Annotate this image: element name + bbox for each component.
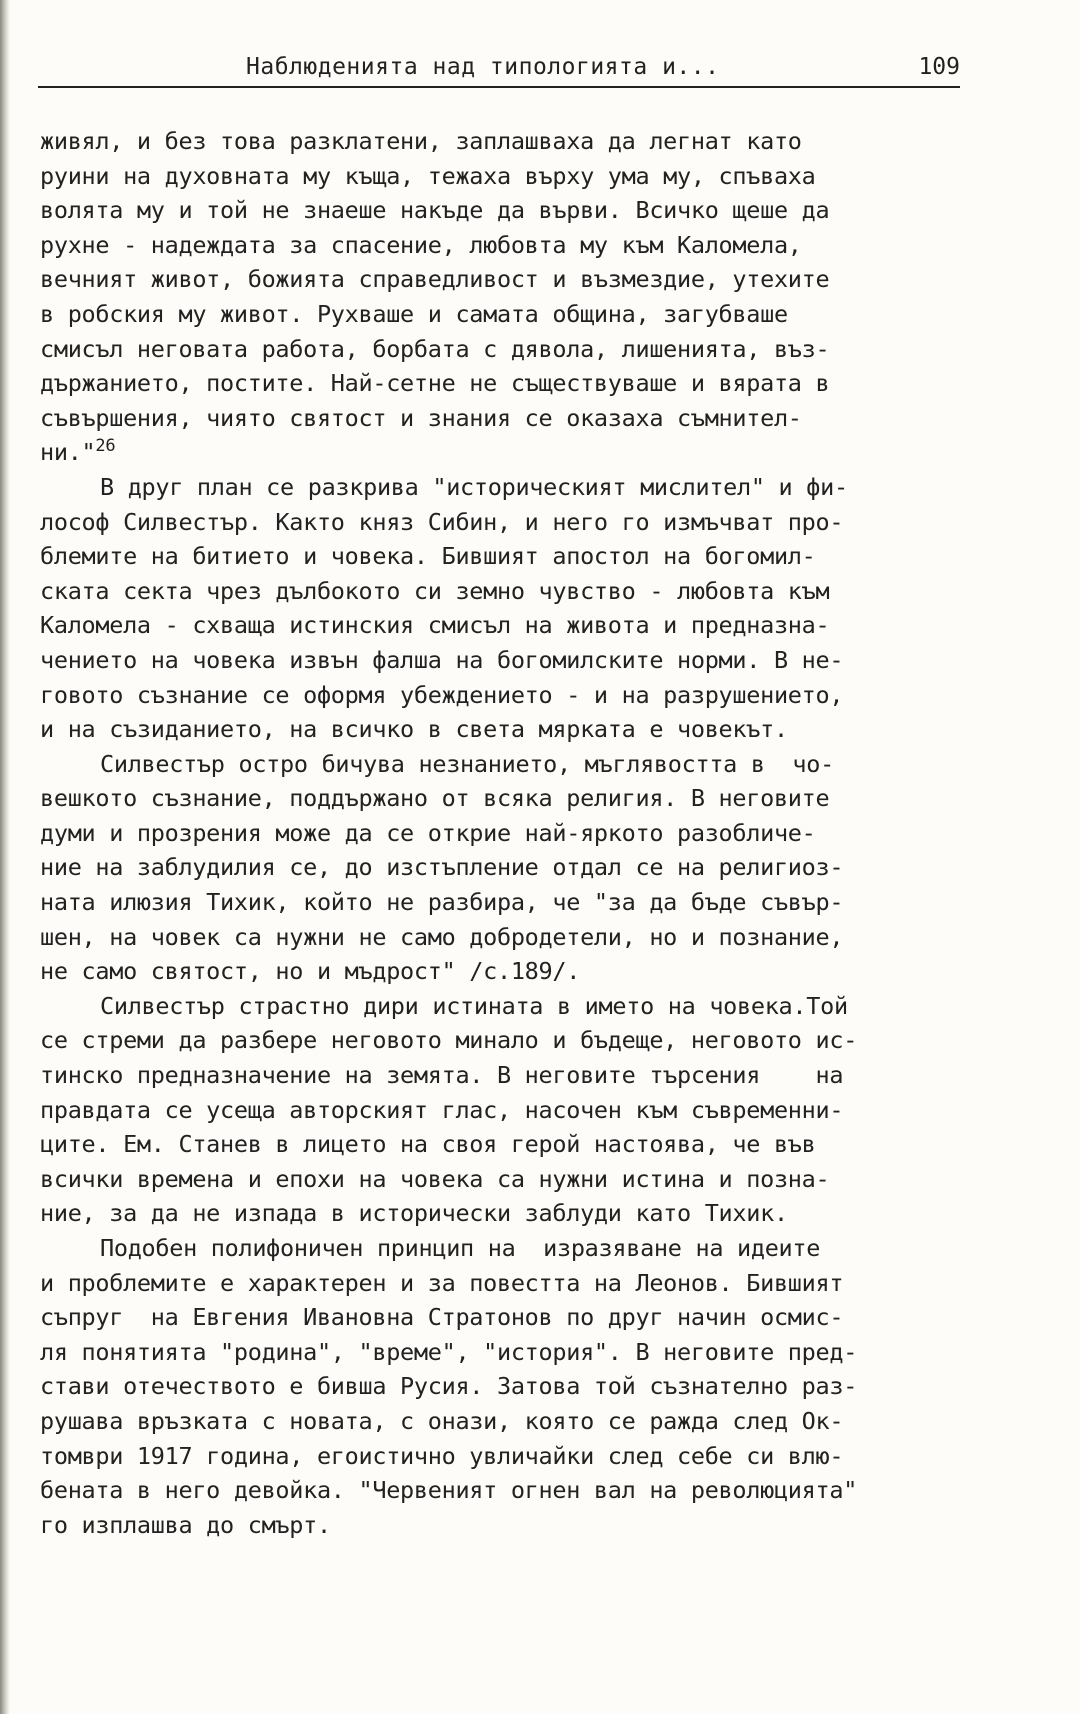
text-line: блемите на битието и човека. Бившият апостол на богомил- [40, 542, 816, 571]
text-line: правдата се усеща авторският глас, насочен към съвременни- [40, 1095, 844, 1124]
text-line: шен, на човек са нужни не само добродетели, но и познание, [40, 922, 844, 951]
footnote-marker: 26 [95, 436, 116, 457]
header-rule [38, 86, 960, 88]
text-line: лософ Силвестър. Както княз Сибин, и него го измъчват про- [40, 507, 844, 536]
text-line: съвършения, чиято святост и знания се оказаха съмнител- [40, 403, 802, 432]
text-line [40, 435, 980, 470]
text-line: вечният живот, божията справедливост и възмездие, утехите [40, 265, 830, 294]
text-line: бената в него девойка. "Червеният огнен вал на революцията" [40, 1476, 858, 1505]
text-line: стави отечеството е бивша Русия. Затова той съзнателно раз- [40, 1372, 858, 1401]
text-line: Каломела - схваща истинския смисъл на живота и предназна- [40, 611, 830, 640]
text-line: ля понятията "родина", "време", "история". В неговите пред- [40, 1337, 858, 1366]
text-line: В друг план се разкрива "историческият мислител" и фи- [100, 472, 848, 501]
paragraph-3 [40, 747, 980, 989]
text-line: Силвестър страстно дири истината в името на човека.Той [100, 991, 848, 1020]
text-line: ската секта чрез дълбокото си земно чувство - любовта към [40, 576, 830, 605]
text-line: Подобен полифоничен принцип на изразяване на идеите [100, 1234, 821, 1262]
text-line: не само святост, но и мъдрост" /с.189/. [40, 957, 581, 986]
text-line: ците. Ем. Станев в лицето на своя герой настоява, че във [40, 1130, 816, 1159]
page-number: 109 [918, 54, 960, 80]
text-line: говото съзнание се оформя убеждението - и на разрушението, [40, 680, 844, 709]
text-line: ната илюзия Тихик, който не разбира, че "за да бъде съвър- [40, 888, 844, 917]
text-line: се стреми да разбере неговото минало и бъдеще, неговото ис- [40, 1026, 858, 1055]
running-title: Наблюденията над типологията и... [246, 54, 720, 80]
page-edge-shadow [0, 0, 10, 1714]
text-line: вешкото съзнание, поддържано от всяка религия. В неговите [40, 784, 830, 813]
paragraph-1 [40, 124, 980, 470]
text-line: съпруг на Евгения Ивановна Стратонов по друг начин осмис- [40, 1303, 844, 1332]
text-line: рушава връзката с новата, с онази, която се ражда след Ок- [40, 1406, 844, 1435]
text-line: руини на духовната му къща, тежаха върху ума му, спъваха [40, 161, 816, 190]
paragraph-5 [40, 1231, 980, 1542]
text-line: го изплашва до смърт. [40, 1510, 331, 1539]
body-text [40, 124, 980, 1542]
text-line: всички времена и епохи на човека са нужни истина и позна- [40, 1164, 830, 1193]
running-header [38, 50, 960, 90]
text-line: в робския му живот. Рухваше и самата община, загубваше [40, 299, 788, 328]
text-line: ние на заблудилия се, до изстъпление отдал се на религиоз- [40, 853, 844, 882]
text-line: и проблемите е характерен и за повестта на Леонов. Бившият [40, 1268, 844, 1297]
text-line: рухне - надеждата за спасение, любовта му към Каломела, [40, 230, 802, 259]
text-line: думи и прозрения може да се открие най-яркото разобличе- [40, 818, 816, 847]
paragraph-4 [40, 989, 980, 1231]
text-line: Силвестър остро бичува незнанието, мъглявостта в чо- [100, 749, 834, 778]
quote-end: ни." [40, 438, 96, 467]
text-line: и на съзиданието, на всичко в света мярката е човекът. [40, 715, 788, 744]
text-line: смисъл неговата работа, борбата с дявола, лишенията, въз- [40, 334, 830, 363]
text-line: ние, за да не изпада в исторически заблуди като Тихик. [40, 1199, 788, 1228]
text-line: живял, и без това разклатени, заплашваха да легнат като [40, 127, 802, 155]
text-line: томври 1917 година, егоистично увличайки след себе си влю- [40, 1441, 844, 1470]
paragraph-2 [40, 470, 980, 747]
text-line: волята му и той не знаеше накъде да върви. Всичко щеше да [40, 196, 830, 225]
text-line: чението на човека извън фалша на богомилските норми. В не- [40, 645, 844, 674]
text-line: тинско предназначение на земята. В неговите търсения на [40, 1061, 844, 1090]
text-line: държанието, постите. Най-сетне не съществуваше и вярата в [40, 369, 830, 398]
